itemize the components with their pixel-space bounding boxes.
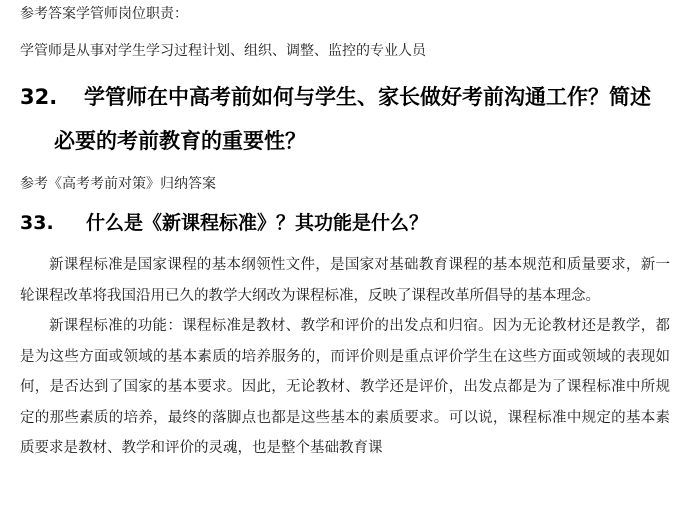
paragraph-function: 新课程标准的功能：课程标准是教材、教学和评价的出发点和归宿。因为无论教材还是教学，都是为这些方面或领域的基本素质的培养服务的，而评价则是重点评价学生在这些方面或领域的表现如何，是否达到了国家的基本要求。因此，无论教材、教学还是评价，出发点都是为了课程标准中所规定的那些素质的培养，最终的落脚点也都是这些基本的素质要求。可以说，课程标准中规定的基本素质要求是教材、教学和评价的灵魂，也是整个基础教育课	[20, 318, 670, 456]
question-32-number: 32.	[20, 85, 58, 109]
question-32-text-line2: 必要的考前教育的重要性？	[54, 129, 306, 153]
question-33-heading	[20, 209, 680, 239]
question-33-answer	[20, 250, 670, 464]
question-32-heading	[20, 82, 680, 114]
question-32-text-line1: 学管师在中高考前如何与学生、家长做好考前沟通工作？简述	[84, 85, 651, 109]
paragraph-definition: 新课程标准是国家课程的基本纲领性文件，是国家对基础教育课程的基本规范和质量要求，新一轮课程改革将我国沿用已久的教学大纲改为课程标准，反映了课程改革所倡导的基本理念。	[20, 257, 670, 304]
question-33-number: 33.	[20, 212, 54, 234]
answer-body: 学管师是从事对学生学习过程计划、组织、调整、监控的专业人员	[20, 43, 426, 59]
question-33-text: 什么是《新课程标准》？其功能是什么？	[86, 212, 429, 234]
answer-title: 参考答案学管师岗位职责：	[20, 6, 188, 22]
question-32-reference: 参考《高考考前对策》归纳答案	[20, 176, 216, 192]
